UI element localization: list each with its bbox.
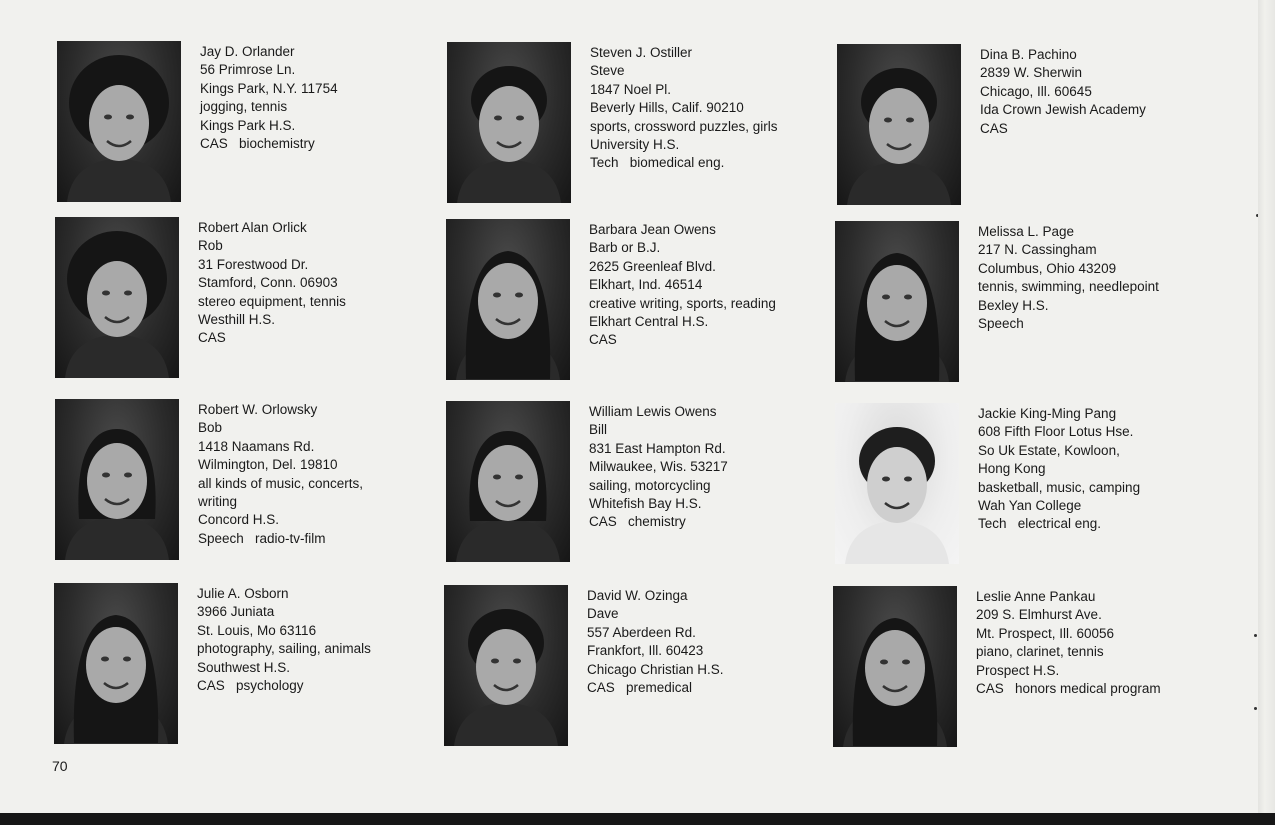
student-entry [835,221,1215,386]
student-detail-line: Steve [590,63,625,79]
student-detail-line: Ida Crown Jewish Academy [980,102,1146,118]
student-portrait [55,217,179,378]
student-detail-line: 831 East Hampton Rd. [589,440,726,456]
student-detail-line: photography, sailing, animals [197,641,371,657]
student-detail-line: Dave [587,606,619,622]
student-detail-line: Tech biomedical eng. [590,155,725,171]
student-detail-line: Kings Park, N.Y. 11754 [200,80,338,96]
student-entry [55,399,435,564]
student-detail-line: 608 Fifth Floor Lotus Hse. [978,424,1134,440]
student-info [198,401,363,548]
student-portrait [57,41,181,202]
student-detail-line: CAS psychology [197,678,304,694]
student-entry [54,583,434,748]
student-detail-line: jogging, tennis [200,99,288,115]
student-portrait [446,219,570,380]
student-name: Steven J. Ostiller [590,45,693,60]
student-portrait [444,585,568,746]
student-detail-line: Stamford, Conn. 06903 [198,275,338,291]
student-detail-line: Barb or B.J. [589,240,661,256]
student-detail-line: St. Louis, Mo 63116 [197,622,317,638]
margin-mark [1254,707,1257,710]
student-detail-line: basketball, music, camping [978,479,1141,495]
student-detail-line: Hong Kong [978,461,1046,477]
student-name: Julie A. Osborn [197,586,289,601]
page-gutter [1258,0,1275,813]
student-portrait [837,44,961,205]
student-detail-line: sports, crossword puzzles, girls [590,118,778,134]
student-info [589,221,776,350]
student-detail-line: Elkhart Central H.S. [589,314,709,330]
student-detail-line: Elkhart, Ind. 46514 [589,277,703,293]
student-info [587,587,724,697]
student-info [589,403,728,532]
student-detail-line: Milwaukee, Wis. 53217 [589,459,728,475]
student-detail-line: Speech [978,316,1024,332]
student-detail-line: Wilmington, Del. 19810 [198,457,338,473]
student-detail-line: all kinds of music, concerts, [198,475,364,491]
student-detail-line: 2839 W. Sherwin [980,65,1083,81]
student-detail-line: CAS [198,330,226,346]
student-entry [446,401,826,566]
student-detail-line: Frankfort, Ill. 60423 [587,643,704,659]
student-detail-line: Mt. Prospect, Ill. 60056 [976,625,1115,641]
student-detail-line: 3966 Juniata [197,604,275,620]
student-detail-line: 56 Primrose Ln. [200,62,296,78]
student-entry [446,219,826,384]
student-detail-line: CAS biochemistry [200,136,315,152]
student-entry [444,585,824,750]
student-detail-line: Whitefish Bay H.S. [589,496,702,512]
student-detail-line: Tech electrical eng. [978,516,1102,532]
student-portrait [446,401,570,562]
student-portrait [835,221,959,382]
student-name: Jay D. Orlander [200,44,295,59]
student-detail-line: Beverly Hills, Calif. 90210 [590,100,744,116]
student-info [978,223,1159,333]
margin-mark [1254,634,1257,637]
student-portrait [54,583,178,744]
student-detail-line: Wah Yan College [978,498,1082,514]
student-info [978,405,1140,534]
student-detail-line: Bexley H.S. [978,297,1049,313]
student-entry [837,44,1217,209]
student-detail-line: Chicago Christian H.S. [587,661,724,677]
student-detail-line: 217 N. Cassingham [978,242,1097,258]
student-name: Barbara Jean Owens [589,222,716,237]
student-detail-line: Chicago, Ill. 60645 [980,83,1092,99]
scan-edge [0,813,1275,825]
student-detail-line: Bob [198,420,223,436]
student-detail-line: So Uk Estate, Kowloon, [978,442,1120,458]
student-entry [55,217,435,382]
student-detail-line: tennis, swimming, needlepoint [978,279,1159,295]
student-detail-line: CAS [589,332,617,348]
student-name: Melissa L. Page [978,224,1075,239]
student-name: Dina B. Pachino [980,47,1077,62]
student-detail-line: Columbus, Ohio 43209 [978,260,1117,276]
student-detail-line: Prospect H.S. [976,662,1060,678]
student-entry [447,42,827,207]
student-detail-line: 557 Aberdeen Rd. [587,624,696,640]
student-detail-line: CAS premedical [587,680,693,696]
student-detail-line: 1847 Noel Pl. [590,81,672,97]
student-entry [57,41,437,206]
student-detail-line: stereo equipment, tennis [198,293,346,309]
student-detail-line: 1418 Naamans Rd. [198,438,315,454]
student-detail-line: Bill [589,422,608,438]
student-info [590,44,778,173]
student-info [198,219,346,348]
student-portrait [55,399,179,560]
student-detail-line: Speech radio-tv-film [198,530,326,546]
student-info [976,588,1161,698]
page-number: 70 [52,758,68,774]
student-entry [833,586,1213,751]
student-detail-line: Concord H.S. [198,512,280,528]
student-name: Robert W. Orlowsky [198,402,318,417]
student-portrait [833,586,957,747]
student-detail-line: Southwest H.S. [197,659,291,675]
student-detail-line: sailing, motorcycling [589,477,711,493]
student-name: Robert Alan Orlick [198,220,307,235]
student-detail-line: piano, clarinet, tennis [976,644,1104,660]
student-name: Leslie Anne Pankau [976,589,1096,604]
student-name: David W. Ozinga [587,588,688,603]
student-detail-line: Kings Park H.S. [200,117,296,133]
student-info [200,43,338,153]
student-detail-line: writing [198,494,238,510]
student-detail-line: Rob [198,238,223,254]
student-portrait [835,403,959,564]
student-detail-line: University H.S. [590,137,680,153]
student-detail-line: 209 S. Elmhurst Ave. [976,607,1102,623]
student-detail-line: CAS chemistry [589,514,686,530]
student-portrait [447,42,571,203]
student-detail-line: 2625 Greenleaf Blvd. [589,258,716,274]
student-detail-line: CAS [980,120,1008,136]
student-detail-line: Westhill H.S. [198,312,276,328]
student-detail-line: 31 Forestwood Dr. [198,256,309,272]
student-detail-line: creative writing, sports, reading [589,295,776,311]
student-info [980,46,1146,138]
student-info [197,585,371,695]
student-detail-line: CAS honors medical program [976,681,1161,697]
student-name: William Lewis Owens [589,404,717,419]
student-name: Jackie King-Ming Pang [978,406,1117,421]
student-entry [835,403,1215,568]
